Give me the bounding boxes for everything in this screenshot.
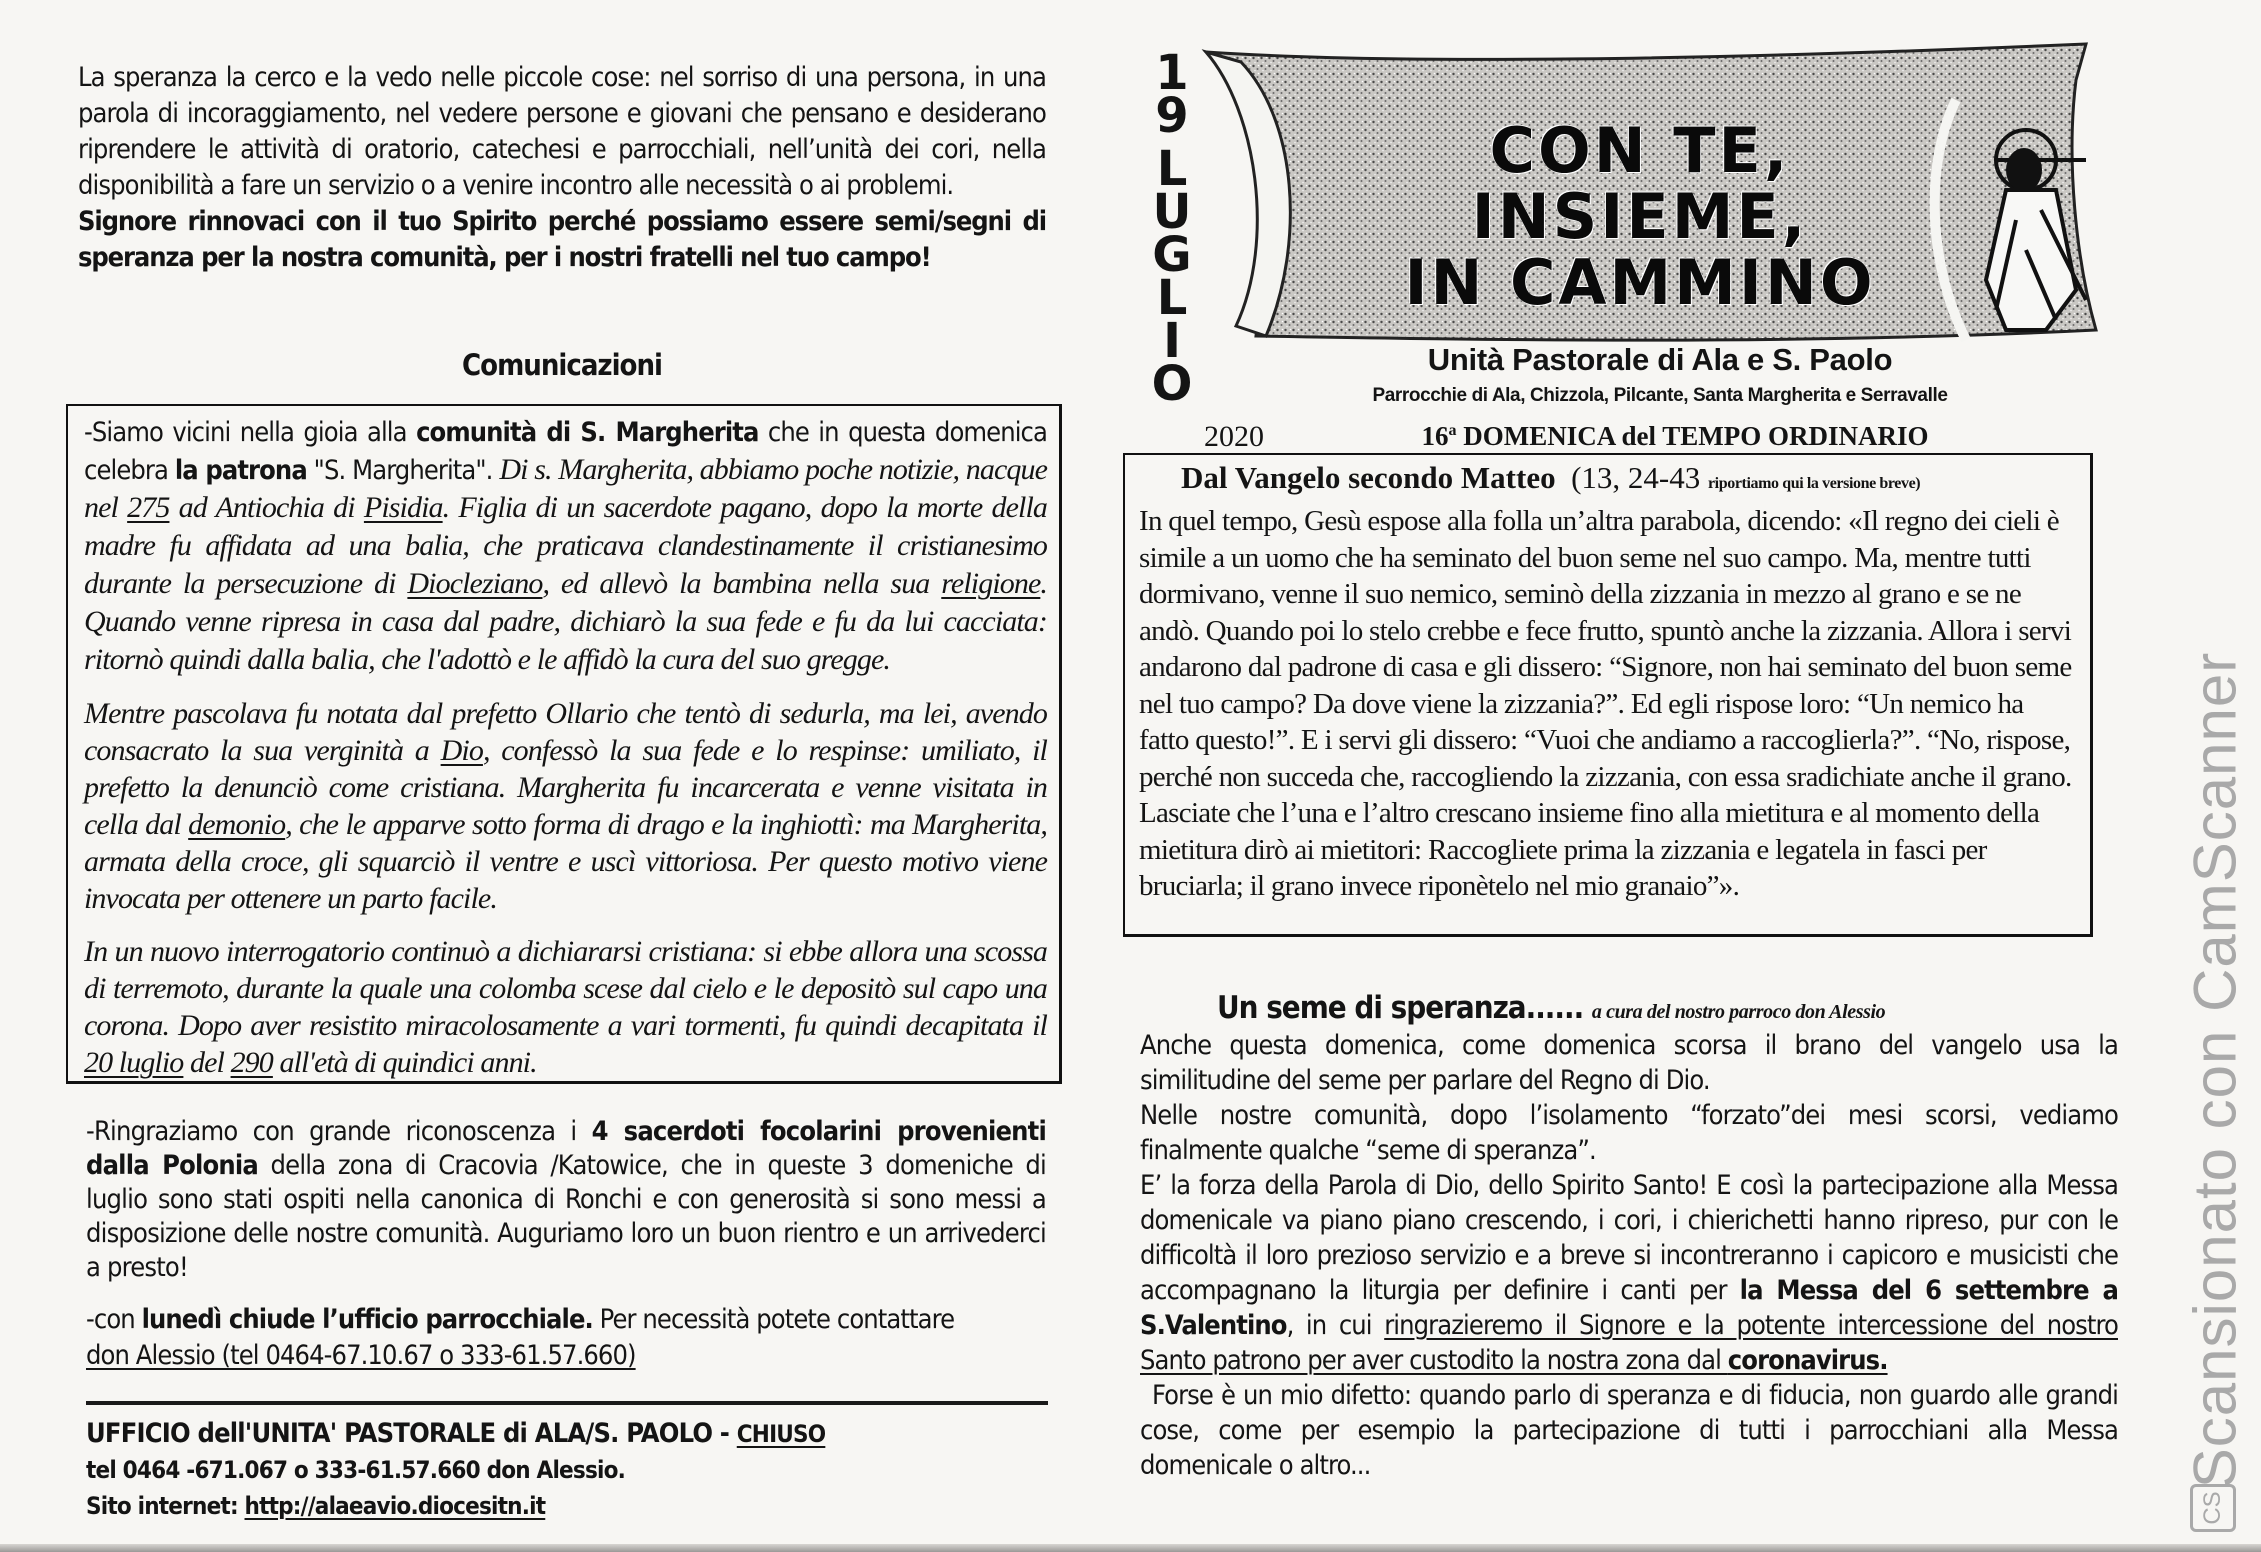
text-run: Mentre pascolava fu notata dal prefetto Ollario che tentò di sedurla, ma lei, avendo consacrato la sua verginità a [84, 697, 1047, 767]
communications-heading: Comunicazioni [462, 348, 662, 382]
pisidia-link[interactable]: Pisidia [363, 491, 443, 524]
text-run: , che le apparve sotto forma di drago e la inghiottì: ma Margherita, armata della croce, gli squarciò il ventre e uscì vittoriosa. Per questo motivo viene invocata per ottenere un parto facile. [84, 808, 1047, 915]
text-run: -Ringraziamo con grande riconoscenza i [86, 1116, 592, 1147]
seme-paragraph: Forse è un mio difetto: quando parlo di speranza e di fiducia, non guardo alle grandi cose, come per esempio la partecipazione di tutti i parrocchiani alla Messa domenicale o altro... [1140, 1380, 2118, 1481]
birth-year-link[interactable]: 275 [127, 491, 170, 524]
office-site [86, 1488, 1046, 1524]
text-run: all'età di quindici anni. [272, 1046, 537, 1079]
site-label: Sito internet: [86, 1492, 245, 1520]
date-letter: G [1152, 227, 1192, 283]
date-vertical [1148, 45, 1196, 412]
parishes-list: Parrocchie di Ala, Chizzola, Pilcante, Santa Margherita e Serravalle [1372, 385, 1948, 406]
text-run: che in questa domenica celebra [84, 417, 1047, 486]
site-link[interactable]: http://alaeavio.diocesitn.it [244, 1492, 546, 1520]
pastoral-unit-name: Unità Pastorale di Ala e S. Paolo [1427, 342, 1893, 377]
title-line: IN CAMMINO [1404, 246, 1876, 319]
text-run: della zona di Cracovia /Katowice, che in queste 3 domeniche di luglio sono stati ospiti nella canonica di Ronchi e con generosità si sono messi a disposizione delle nostre comunità. Auguriamo loro un buon rientro e un arrivederci a presto! [86, 1150, 1046, 1283]
patron-label: la patrona [174, 455, 307, 486]
text-run: , confessò la sua fede e lo respinse: umiliato, il prefetto la denunciò come cristiana. Margherita fu incarcerata e venne visitata in cella dal [84, 734, 1047, 841]
priests-highlight: 4 sacerdoti focolarini provenienti dalla Polonia [86, 1116, 1046, 1181]
date-letter: O [1151, 356, 1193, 412]
intro-text: La speranza la cerco e la vedo nelle piccole cose: nel sorriso di una persona, in una parola di incoraggiamento, nel vedere persone e giovani che pensano e desiderano riprendere le attività di oratorio, catechesi e parrocchiali, nell’unità dei cori, nella disponibilità a fare un servizio o a venire incontro alle necessità o ai problemi. [78, 62, 1046, 201]
community-name: comunità di S. Margherita [416, 417, 759, 448]
date-letter: L [1156, 270, 1188, 326]
closure-highlight: lunedì chiude l’ufficio parrocchiale. [141, 1304, 593, 1335]
camscanner-watermark [2170, 640, 2260, 1552]
office-phone: tel 0464 -671.067 o 333-61.57.660 don Alessio. [86, 1456, 626, 1484]
margherita-intro [84, 414, 1047, 679]
seme-byline: a cura del nostro parroco don Alessio [1591, 1001, 1886, 1023]
title-line: INSIEME, [1471, 180, 1809, 253]
office-closure-notice [86, 1302, 1046, 1374]
ordinal-suffix: a [1448, 422, 1457, 439]
camscanner-logo-icon [2190, 1484, 2236, 1532]
margherita-story-3 [84, 933, 1047, 1081]
office-line [86, 1416, 1046, 1452]
gospel-title: Dal Vangelo secondo Matteo [1181, 460, 1556, 495]
text-run: Per necessità potete contattare [592, 1304, 955, 1335]
text-run: -con [86, 1304, 142, 1335]
death-year-link[interactable]: 290 [230, 1046, 273, 1079]
dio-link[interactable]: Dio [440, 734, 483, 767]
office-name: UFFICIO dell'UNITA' PASTORALE di ALA/S. PAOLO - [86, 1418, 737, 1449]
sunday-number: 16 [1421, 421, 1449, 451]
gospel-heading [1139, 459, 2076, 503]
text-run: ad Antiochia di [169, 491, 364, 524]
text-run: In un nuovo interrogatorio continuò a dichiararsi cristiana: si ebbe allora una scossa di terremoto, durante la quale una colomba scese dal cielo e le depositò sul capo una corona. Dopo aver resistito miracolosamente a vari tormenti, fu quindi decapitata il [84, 935, 1047, 1042]
seme-heading [1217, 990, 2117, 1026]
date-letter: I [1163, 313, 1181, 369]
date-link[interactable]: 20 luglio [84, 1046, 184, 1079]
title-line: CON TE, [1489, 114, 1791, 187]
watermark-text: Scansionato con CamScanner [2181, 651, 2249, 1489]
gospel-text: In quel tempo, Gesù espose alla folla un’altra parabola, dicendo: «Il regno dei cieli è simile a un uomo che ha seminato del buon seme nel suo campo. Ma, mentre tutti dormivano, venne il suo nemico, seminò della zizzania in mezzo al grano e se ne andò. Quando poi lo stelo crebbe e fece frutto, spuntò anche la zizzania. Allora i servi andarono dal padrone di casa e gli dissero: “Signore, non hai seminato del buon seme nel tuo campo? Da dove viene la zizzania?”. Ed egli rispose loro: “Un nemico ha fatto questo!”. E i servi gli dissero: “Vuoi che andiamo a raccoglierla?”. “No, rispose, perché non succeda che, raccogliendo la zizzania, con essa sradichiate anche il grano. Lasciate che l’una e l’altro crescano insieme fino alla mietitura e al momento della mietitura dirò ai mietitori: Raccogliete prima la zizzania e legatela in fasci per bruciarla; il grano invece riponètelo nel mio granaio”». [1139, 505, 2072, 902]
logo-text: CS [2199, 1491, 2226, 1525]
seme-article [1140, 1028, 2118, 1483]
text-run: , in cui [1286, 1310, 1385, 1341]
text-run: -Siamo vicini nella gioia alla [84, 417, 417, 448]
seme-paragraph [1140, 1168, 2118, 1378]
text-run: . Quando venne ripresa in casa dal padre, dichiarò la sua fede e fu da lui cacciata: ritornò quindi dalla balia, che l'adottò e le affidò la cura del suo gregge. [84, 567, 1047, 676]
gospel-reference: (13, 24-43 [1571, 460, 1701, 495]
religione-link[interactable]: religione [941, 567, 1041, 600]
text-run: E’ la forza della Parola di Dio, dello Spirito Santo! E così la partecipazione alla Messa domenicale va piano piano crescendo, i cori, i chierichetti hanno ripreso, pur con le difficoltà il loro prezioso servizio e a breve si incontreranno i capicoro e musicisti che accompagnano la liturgia per definire i canti per [1140, 1170, 2118, 1306]
demonio-link[interactable]: demonio [188, 808, 286, 841]
gospel-note: riportiamo qui la versione breve) [1707, 475, 1921, 492]
mass-highlight: la Messa del 6 settembre a S.Valentino [1140, 1275, 2118, 1341]
contact-phone[interactable]: don Alessio (tel 0464-67.10.67 o 333-61.57.660) [86, 1340, 636, 1371]
text-run: ringrazieremo il Signore e la potente intercessione del nostro Santo patrono per aver custodito la nostra zona dal [1140, 1310, 2118, 1376]
sunday-text: DOMENICA del TEMPO ORDINARIO [1456, 421, 1929, 451]
coronavirus-word: coronavirus. [1727, 1345, 1888, 1376]
text-run: "S. Margherita". [306, 455, 500, 486]
office-info [86, 1416, 1046, 1524]
text-run: . Figlia di un sacerdote pagano, dopo la morte della madre fu affidata ad una balia, che praticava clandestinamente il cristianesimo durante la persecuzione di [84, 491, 1048, 600]
santa-margherita-box [66, 404, 1062, 1084]
gospel-box [1123, 453, 2093, 937]
date-year: 2020 [1204, 420, 1264, 453]
seme-paragraph: Anche questa domenica, come domenica scorsa il brano del vangelo usa la similitudine del seme per parlare del Regno di Dio. [1140, 1030, 2118, 1096]
seme-paragraph: Nelle nostre comunità, dopo l’isolamento “forzato”dei mesi scorsi, vediamo finalmente qualche “seme di speranza”. [1140, 1100, 2118, 1166]
intro-prayer: Signore rinnovaci con il tuo Spirito perché possiamo essere semi/segni di speranza per la nostra comunità, per i nostri fratelli nel tuo campo! [78, 206, 1046, 273]
newsletter-title [1290, 114, 1990, 319]
thanks-paragraph [86, 1115, 1046, 1285]
text-run: , ed allevò la bambina nella sua [542, 567, 942, 600]
intro-section [78, 60, 1046, 276]
date-letter: 9 [1155, 88, 1189, 144]
footer-divider [86, 1401, 1048, 1405]
date-letter: L [1156, 141, 1188, 197]
scan-edge [0, 1544, 2261, 1552]
date-letter: U [1152, 184, 1192, 240]
date-letter: 1 [1155, 45, 1189, 101]
seme-title: Un seme di speranza...... [1217, 990, 1584, 1026]
text-run: Di s. Margherita, abbiamo poche notizie, nacque nel [84, 453, 1047, 524]
text-run: del [183, 1046, 231, 1079]
margherita-story-2 [84, 695, 1047, 917]
liturgical-sunday [1300, 421, 2050, 452]
diocleziano-link[interactable]: Diocleziano [407, 567, 543, 600]
office-status: CHIUSO [736, 1420, 826, 1448]
